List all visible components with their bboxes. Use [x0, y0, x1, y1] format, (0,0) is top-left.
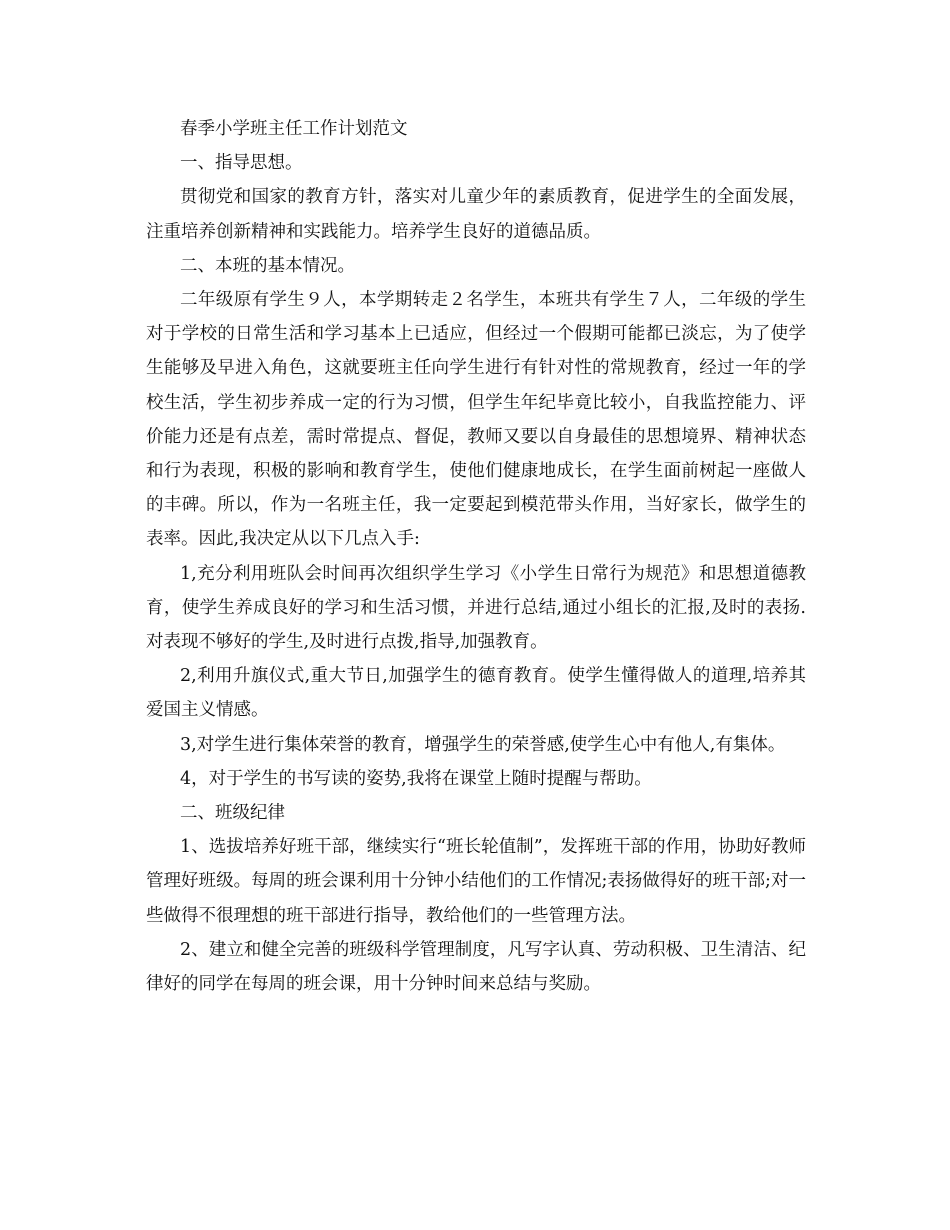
- paragraph-guiding-thought: 贯彻党和国家的教育方针，落实对儿童少年的素质教育，促进学生的全面发展，注重培养创新精神和实践能力。培养学生良好的道德品质。: [146, 187, 806, 242]
- section-heading-guiding-thought: 一、指导思想。: [180, 153, 303, 174]
- list-item-2: 2,利用升旗仪式,重大节日,加强学生的德育教育。使学生懂得做人的道理,培养其爱国主义情感。: [146, 666, 806, 721]
- section-heading-class-discipline: 二、班级纪律: [180, 803, 285, 824]
- list-item-3: 3,对学生进行集体荣誉的教育，增强学生的荣誉感,使学生心中有他人,有集体。: [180, 734, 786, 755]
- document-title: 春季小学班主任工作计划范文: [180, 119, 408, 139]
- list-item-1: 1,充分利用班队会时间再次组织学生学习《小学生日常行为规范》和思想道德教育，使学生养成良好的学习和生活习惯，并进行总结,通过小组长的汇报,及时的表扬.对表现不够好的学生,及时进行点拨,指导,加强教育。: [146, 563, 806, 653]
- discipline-item-1: 1、选拔培养好班干部，继续实行“班长轮值制”，发挥班干部的作用，协助好教师管理好班级。每周的班会课利用十分钟小结他们的工作情况;表扬做得好的班干部;对一些做得不很理想的班干部进行指导，教给他们的一些管理方法。: [146, 837, 806, 926]
- paragraph-class-situation: 二年级原有学生９人，本学期转走２名学生，本班共有学生７人，二年级的学生对于学校的日常生活和学习基本上已适应，但经过一个假期可能都已淡忘，为了使学生能够及早进入角色，这就要班主任向学生进行有针对性的常规教育，经过一年的学校生活，学生初步养成一定的行为习惯，但学生年纪毕竟比较小，自我监控能力、评价能力还是有点差，需时常提点、督促，教师又要以自身最佳的思想境界、精神状态和行为表现，积极的影响和教育学生，使他们健康地成长，在学生面前树起一座做人的丰碑。所以，作为一名班主任，我一定要起到模范带头作用，当好家长，做学生的表率。因此,我决定从以下几点入手:: [146, 290, 806, 550]
- discipline-item-2: 2、建立和健全完善的班级科学管理制度，凡写字认真、劳动积极、卫生清洁、纪律好的同学在每周的班会课，用十分钟时间来总结与奖励。: [146, 939, 806, 995]
- document-body: [146, 112, 806, 1001]
- section-heading-class-situation: 二、本班的基本情况。: [180, 255, 355, 276]
- list-item-4: 4，对于学生的书写读的姿势,我将在课堂上随时提醒与帮助。: [180, 768, 652, 789]
